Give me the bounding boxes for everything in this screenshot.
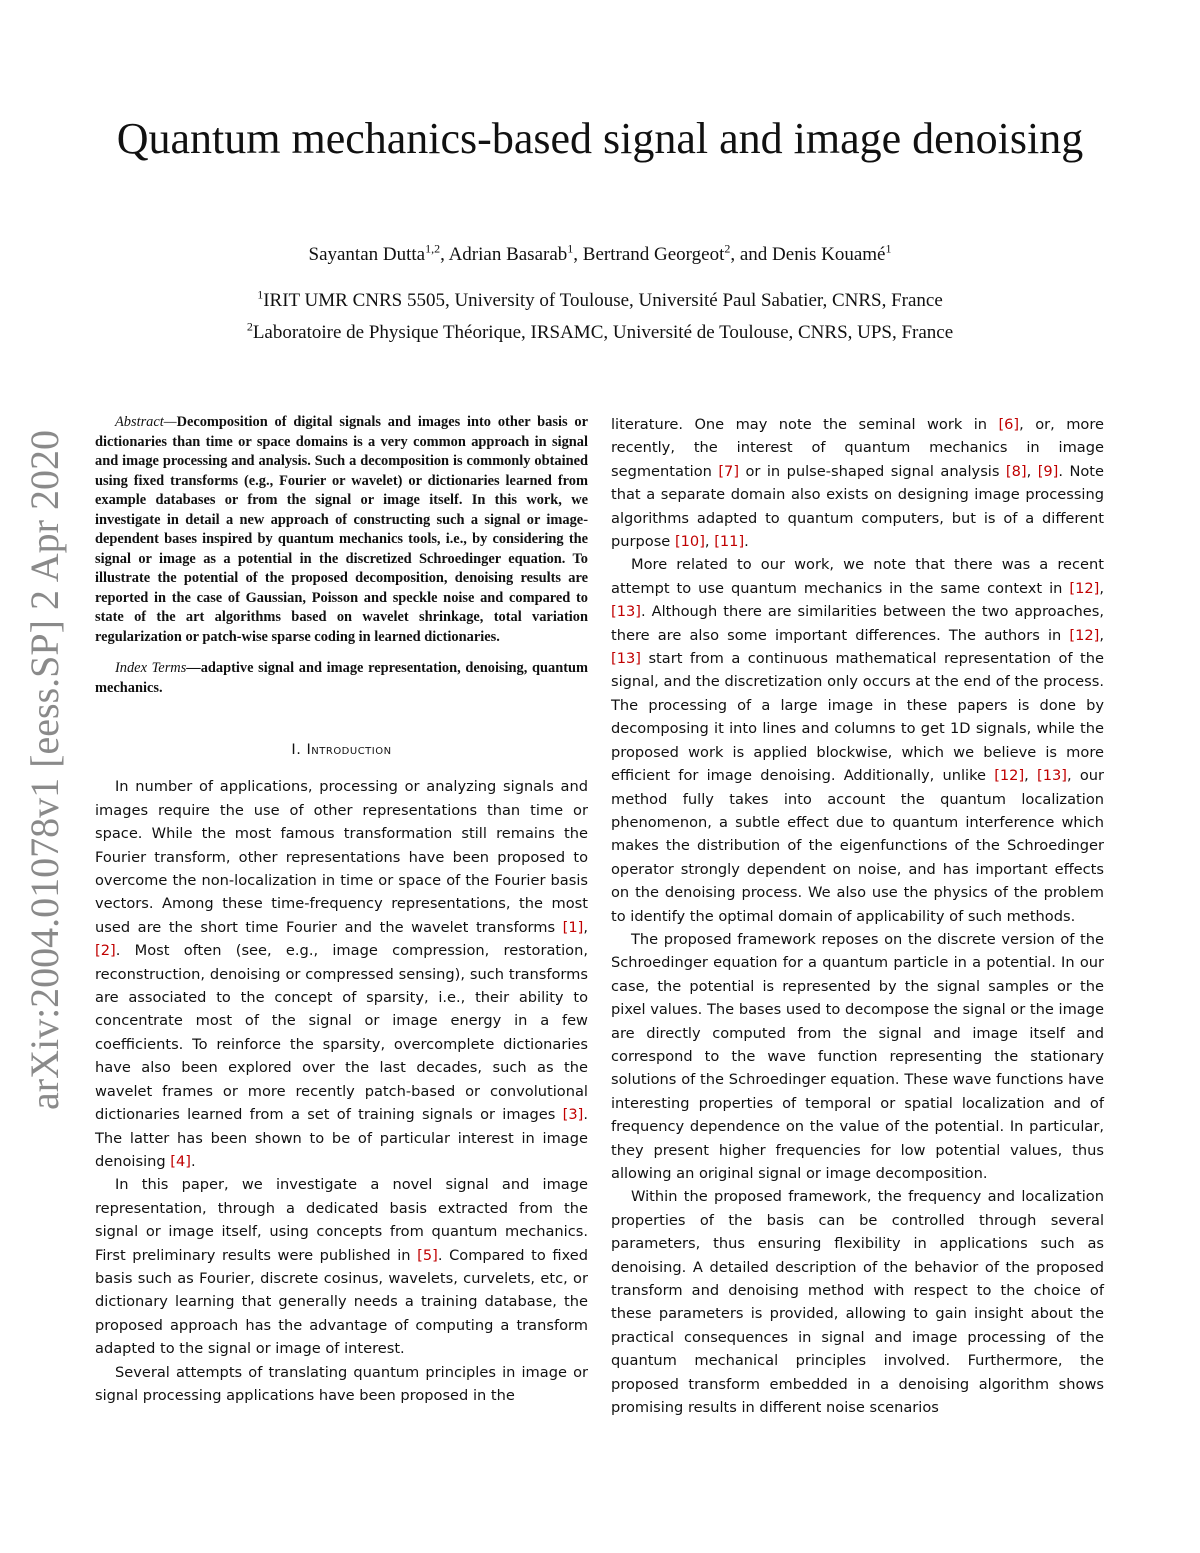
body-paragraph	[611, 413, 1104, 553]
author-affiliation-mark: 2	[724, 241, 731, 256]
citation-link[interactable]: [5]	[417, 1246, 438, 1264]
citation-link[interactable]: [6]	[998, 416, 1020, 433]
paragraph-text: .	[744, 533, 749, 551]
citation-link[interactable]: [7]	[718, 462, 740, 480]
index-terms-label: Index Terms	[115, 660, 187, 676]
paragraph-text: In number of applications, processing or analyzing signals and images require the use of other representations than time or space. While the most famous transformation still remains the Fourier transform, other representations have been proposed to overcome the non-localization in time or space of the Fourier basis vectors. Among these time-frequency representations, the most used are the short time Fourier and the wavelet transforms	[95, 778, 588, 936]
paragraph-text: More related to our work, we note that there was a recent attempt to use quantum mechanics in the same context in	[611, 556, 1104, 597]
paragraph-text: start from a continuous mathematical representation of the signal, and the discretization only occurs at the end of the process. The processing of a large image in these papers is done by decomposing it into lines and columns to get 1D signals, while the proposed work is applied blockwise, which we believe is more efficient for image denoising. Additionally, unlike	[611, 650, 1104, 785]
citation-link[interactable]: [9]	[1037, 462, 1059, 480]
author-list	[100, 242, 1100, 268]
body-paragraph	[611, 928, 1104, 1185]
index-terms-text: —adaptive signal and image representation, denoising, quantum mechanics.	[95, 660, 588, 696]
author-affiliation-mark: 1	[567, 241, 574, 256]
citation-link[interactable]: [13]	[611, 650, 641, 668]
author-name: Denis Kouamé	[772, 244, 886, 265]
author-separator: ,	[440, 244, 449, 265]
citation-link[interactable]: [11]	[714, 533, 745, 551]
paragraph-text: . Although there are similarities between the two approaches, there are also some important differences. The authors in	[611, 603, 1104, 644]
paper-title: Quantum mechanics-based signal and image denoising	[116, 114, 1084, 163]
abstract	[95, 413, 588, 647]
introduction-body-left	[95, 775, 588, 1407]
paragraph-text: The proposed framework reposes on the discrete version of the Schroedinger equation for a quantum particle in a potential. In our case, the potential is represented by the signal samples or the pixel values. The bases used to decompose the signal or the image are directly computed from the signal and image itself and correspond to the wave function representing the stationary solutions of the Schroedinger equation. These wave functions have interesting properties of temporal or spatial localization and of frequency dependence on the value of the potential. In particular, they present higher frequencies for low potential values, thus allowing an original signal or image decomposition.	[611, 930, 1104, 1182]
citation-link[interactable]: [3]	[562, 1106, 584, 1124]
paragraph-text: , or, more recently, the interest of quantum mechanics in image segmentation	[611, 416, 1104, 480]
author-separator: , and	[730, 244, 773, 265]
author-affiliation-mark: 1,2	[425, 241, 441, 256]
paragraph-text: . Compared to fixed basis such as Fourier, discrete cosinus, wavelets, curvelets, etc, or dictionary learning that generally needs a training database, the proposed approach has the advantage of computing a transform adapted to the signal or image of interest.	[95, 1246, 588, 1358]
citation-link[interactable]: [13]	[1037, 767, 1067, 785]
section-heading-introduction: I. Introduction	[291, 741, 392, 758]
paragraph-text: , our method fully takes into account the quantum localization phenomenon, a subtle effect due to quantum interference which makes the distribution of the eigenfunctions of the Schroedinger operator strongly dependent on noise, and has important effects on the denoising process. We also use the physics of the problem to identify the optimal domain of applicability of such methods.	[611, 767, 1104, 925]
abstract-label: Abstract—	[115, 414, 177, 430]
body-paragraph	[95, 1361, 588, 1408]
right-column	[611, 413, 1104, 1419]
citation-link[interactable]: [12]	[1069, 626, 1100, 644]
introduction-body-right	[611, 413, 1104, 1419]
author-name: Bertrand Georgeot	[582, 244, 725, 265]
body-paragraph	[95, 1173, 588, 1360]
affiliation-mark: 1	[257, 287, 264, 302]
paragraph-text: ,	[1026, 462, 1038, 480]
body-paragraph	[611, 553, 1104, 928]
paragraph-text: ,	[1099, 626, 1104, 644]
body-paragraph	[95, 775, 588, 1173]
paragraph-text: or in pulse-shaped signal analysis	[739, 462, 1006, 480]
citation-link[interactable]: [10]	[674, 533, 705, 551]
citation-link[interactable]: [12]	[994, 767, 1025, 785]
paragraph-text: literature. One may note the seminal work in	[611, 416, 999, 433]
abstract-text: Decomposition of digital signals and images into other basis or dictionaries than time or space domains is a very common approach in signal and image processing and analysis. Such a decomposition is commonly obtained using fixed transforms (e.g., Fourier or wavelet) or dictionaries learned from example databases or from the signal or image itself. In this work, we investigate in detail a new approach of constructing such a signal or image-dependent bases inspired by quantum mechanics tools, i.e., by considering the signal or image as a potential in the discretized Schroedinger equation. To illustrate the potential of the proposed decomposition, denoising results are reported in the case of Gaussian, Poisson and speckle noise and compared to state of the art algorithms based on wavelet shrinkage, total variation regularization or patch-wise sparse coding in learned dictionaries.	[95, 414, 588, 645]
paragraph-text: . Most often (see, e.g., image compression, restoration, reconstruction, denoising or compressed sensing), such transforms are associated to the concept of sparsity, i.e., their ability to concentrate most of the signal or image energy in a few coefficients. To reinforce the sparsity, overcomplete dictionaries have also been explored over the last decades, such as the wavelet frames or more recently patch-based or convolutional dictionaries learned from a set of training signals or images	[95, 942, 588, 1124]
paragraph-text: ,	[1099, 579, 1104, 597]
affiliation-1	[100, 288, 1100, 314]
author-separator: ,	[573, 244, 583, 265]
paragraph-text: . Note that a separate domain also exists on designing image processing algorithms adapted to quantum computers, but is of a different purpose	[611, 462, 1105, 551]
left-column	[95, 413, 588, 1407]
affiliation-mark: 2	[246, 319, 253, 334]
author-affiliation-mark: 1	[885, 241, 892, 256]
arxiv-identifier-stamp: arXiv:2004.01078v1 [eess.SP] 2 Apr 2020	[22, 430, 67, 1110]
citation-link[interactable]: [12]	[1069, 579, 1100, 597]
index-terms	[95, 659, 588, 698]
citation-link[interactable]: [2]	[95, 942, 116, 960]
paragraph-text: Within the proposed framework, the frequency and localization properties of the basis can be controlled through several parameters, thus ensuring flexibility in applications such as denoising. A detailed description of the behavior of the proposed transform and denoising method with respect to the choice of these parameters is provided, allowing to gain insight about the practical consequences in signal and image processing of the quantum mechanical principles involved. Furthermore, the proposed transform embedded in a denoising algorithm shows promising results in different noise scenarios	[611, 1188, 1104, 1417]
paragraph-text: . The latter has been shown to be of particular interest in image denoising	[95, 1106, 588, 1170]
citation-link[interactable]: [8]	[1005, 462, 1027, 480]
author-name: Adrian Basarab	[448, 244, 568, 265]
paragraph-text: ,	[1024, 767, 1038, 785]
citation-link[interactable]: [1]	[562, 918, 584, 936]
author-name: Sayantan Dutta	[308, 244, 426, 265]
paragraph-text: .	[190, 1152, 196, 1170]
paragraph-text: ,	[704, 533, 715, 551]
affiliation-2	[100, 320, 1100, 346]
affiliation-text: IRIT UMR CNRS 5505, University of Toulouse, Université Paul Sabatier, CNRS, France	[263, 290, 943, 311]
citation-link[interactable]: [13]	[611, 603, 641, 621]
affiliation-text: Laboratoire de Physique Théorique, IRSAMC, Université de Toulouse, CNRS, UPS, France	[252, 322, 954, 343]
citation-link[interactable]: [4]	[170, 1152, 191, 1170]
paragraph-text: In this paper, we investigate a novel signal and image representation, through a dedicated basis extracted from the signal or image itself, using concepts from quantum mechanics. First preliminary results were published in	[95, 1176, 588, 1264]
body-paragraph	[611, 1185, 1104, 1419]
paragraph-text: Several attempts of translating quantum principles in image or signal processing applications have been proposed in the	[95, 1363, 588, 1404]
paragraph-text: ,	[583, 918, 588, 936]
